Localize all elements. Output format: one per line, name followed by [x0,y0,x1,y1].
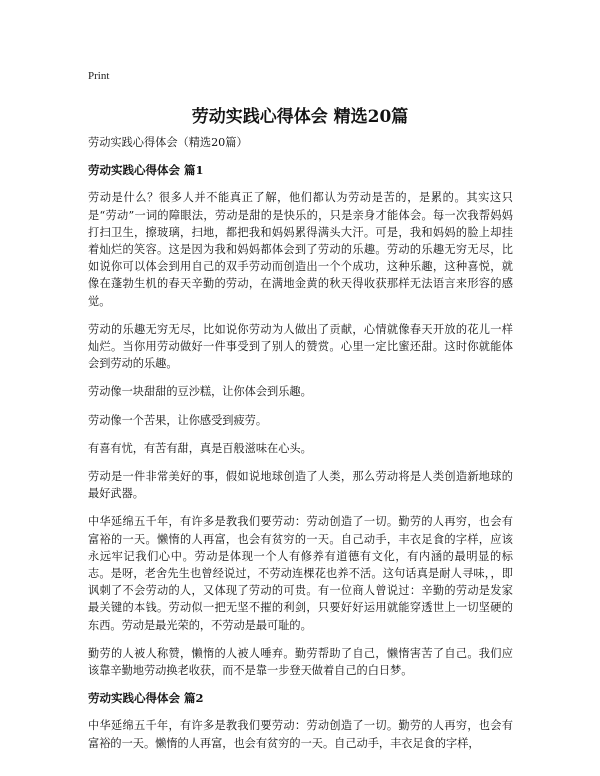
paragraph: 中华延绵五千年，有许多是教我们要劳动：劳动创造了一切。勤劳的人再穷，也会有富裕的一天。懒惰的人再富，也会有贫穷的一天。自己动手，丰衣足食的字样，应该永远牢记我们心中。劳动是体现一个人有修养有道德有文化，有内涵的最明显的标志。是呀，老舍先生也曾经说过，不劳动连棵花也养不活。这句话真是耐人寻味，，即讽刺了不会劳动的人，又体现了劳动的可贵。有一位商人曾说过：辛勤的劳动是发家最关键的本钱。劳动似一把无坚不摧的利剑，只要好好运用就能穿透世上一切坚硬的东西。劳动是最光荣的，不劳动是最可耻的。 [88,515,513,632]
paragraph: 劳动是一件非常美好的事，假如说地球创造了人类，那么劳动将是人类创造新地球的最好武器。 [88,470,513,501]
paragraph: 劳动是什么？很多人并不能真正了解，他们都认为劳动是苦的，是累的。其实这只是“劳动”一词的障眼法，劳动是甜的是快乐的，只是亲身才能体会。每一次我帮妈妈打扫卫生，擦玻璃，扫地，都把我和妈妈累得满头大汗。可是，我和妈妈的脸上却挂着灿烂的笑容。这是因为我和妈妈都体会到了劳动的乐趣。劳动的乐趣无穷无尽，比如说你可以体会到用自己的双手劳动而创造出一个个成功，这种乐趣，这种喜悦，就像在蓬勃生机的春天辛勤的劳动，在满地金黄的秋天得收获那样无法语言来形容的感觉。 [88,191,513,308]
paragraph: 劳动像一个苦果，让你感受到疲劳。 [88,413,268,427]
paragraph: 中华延绵五千年，有许多是教我们要劳动：劳动创造了一切。勤劳的人再穷，也会有富裕的一天。懒惰的人再富，也会有贫穷的一天。自己动手，丰衣足食的字样， [88,719,513,750]
section-heading-2: 劳动实践心得体会 篇2 [88,691,204,706]
paragraph: 劳动的乐趣无穷无尽，比如说你劳动为人做出了贡献，心情就像春天开放的花儿一样灿烂。当你用劳动做好一件事受到了别人的赞赏。心里一定比蜜还甜。这时你就能体会到劳动的乐趣。 [88,322,513,371]
document-body [88,134,513,763]
print-label: Print [88,70,110,82]
paragraph: 勤劳的人被人称赞，懒惰的人被人唾弃。勤劳帮助了自己，懒惰害苦了自己。我们应该靠辛勤地劳动换老收获，而不是靠一步登天做着自己的白日梦。 [88,646,513,678]
page-title: 劳动实践心得体会 精选20篇 [191,107,409,127]
paragraph: 劳动像一块甜甜的豆沙糕，让你体会到乐趣。 [88,385,312,399]
document-subtitle: 劳动实践心得体会（精选20篇） [88,136,248,149]
section-heading-1: 劳动实践心得体会 篇1 [88,163,204,178]
paragraph: 有喜有忧，有苦有甜，真是百般滋味在心头。 [88,441,312,455]
